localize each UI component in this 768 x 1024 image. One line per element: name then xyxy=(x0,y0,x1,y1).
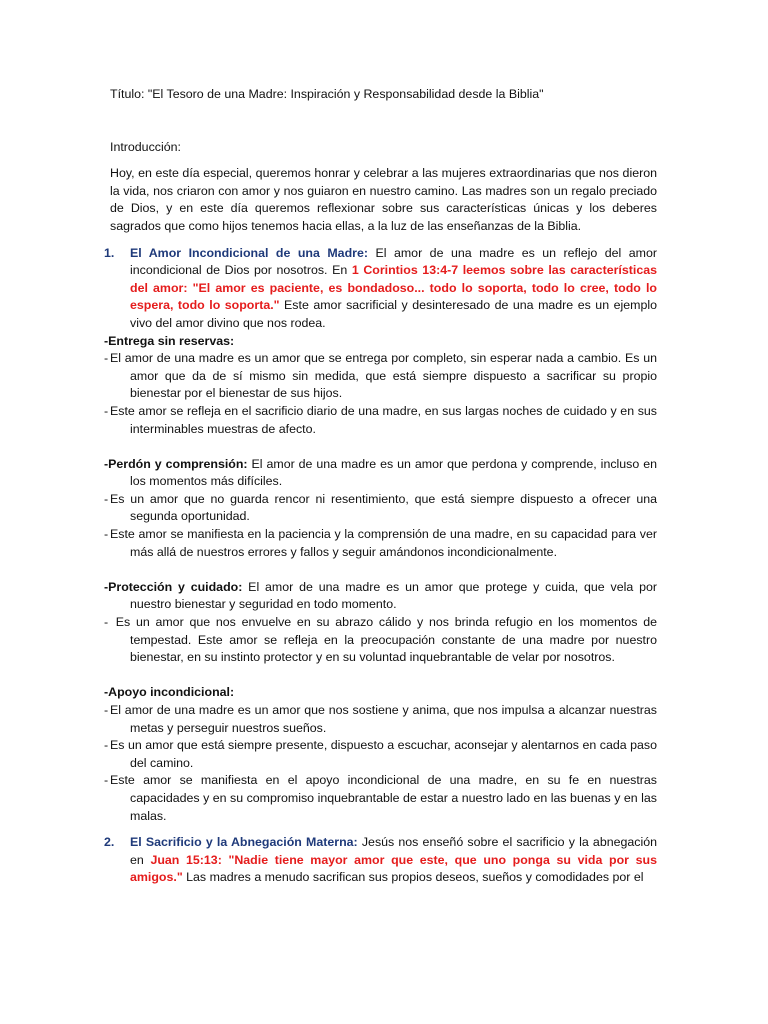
section-heading: -Perdón y comprensión: xyxy=(104,456,248,471)
dash-marker: - xyxy=(104,491,109,506)
section-perdon-heading xyxy=(104,456,657,491)
item-heading: El Amor Incondicional de una Madre: xyxy=(130,245,368,260)
dash-line xyxy=(104,614,657,667)
dash-line xyxy=(104,403,657,438)
section-entrega xyxy=(104,333,657,826)
section-heading: -Protección y cuidado: xyxy=(104,579,243,594)
bible-reference: Juan 15:13: "Nadie tiene mayor amor que este, que uno ponga su vida por sus amigos." xyxy=(130,852,657,885)
bible-reference: 1 Corintios 13:4-7 leemos sobre las características del amor: "El amor es paciente, es bondadoso... todo lo soporta, todo lo cree, todo lo espera, todo lo soporta." xyxy=(130,263,657,313)
section-proteccion-heading xyxy=(104,579,657,614)
intro-heading: Introducción: xyxy=(110,139,181,154)
dash-line-text: Es un amor que está siempre presente, dispuesto a escuchar, aconsejar y alentarnos en cada paso del camino. xyxy=(110,738,657,770)
dash-marker: - xyxy=(104,351,109,366)
dash-marker: - xyxy=(104,738,109,753)
dash-marker: - xyxy=(104,403,109,418)
dash-line xyxy=(104,491,657,526)
dash-line xyxy=(104,737,657,772)
section-heading-text: El amor de una madre es un amor que perdona y comprende, incluso en los momentos más difíciles. xyxy=(130,456,657,489)
section-heading: -Entrega sin reservas: xyxy=(104,333,235,348)
numbered-item-1 xyxy=(104,245,657,333)
dash-line-text: Este amor se manifiesta en el apoyo incondicional de una madre, en su fe en nuestras capacidades y en su compromiso inquebrantable de estar a nuestro lado en las buenas y en las malas. xyxy=(110,773,657,823)
dash-line xyxy=(104,526,657,561)
dash-line-text: Este amor se manifiesta en la paciencia y la comprensión de una madre, en su capacidad para ver más allá de nuestros errores y fallos y seguir amándonos incondicionalmente. xyxy=(110,527,657,559)
dash-line-text: El amor de una madre es un amor que nos sostiene y anima, que nos impulsa a alcanzar nuestras metas y perseguir nuestros sueños. xyxy=(110,703,657,735)
dash-marker: - xyxy=(104,703,109,717)
dash-marker: - xyxy=(104,615,109,630)
item-number: 2. xyxy=(104,835,115,850)
dash-line xyxy=(104,772,657,825)
item-text: Este amor sacrificial y desinteresado de una madre es un ejemplo vivo del amor divino que nos rodea. xyxy=(130,298,657,330)
item-text: Jesús nos enseñó sobre el sacrificio y la abnegación en xyxy=(130,835,658,867)
item-heading: El Sacrificio y la Abnegación Materna: xyxy=(130,835,358,850)
dash-line-text: Es un amor que nos envuelve en su abrazo cálido y nos brinda refugio en los momentos de tempestad. Este amor se refleja en la preocupación constante de una madre por nuestro bienestar, en su instinto protector y en su voluntad inquebrantable de velar por nosotros. xyxy=(110,615,657,665)
document-body xyxy=(104,86,658,887)
dash-line xyxy=(104,350,657,403)
dash-marker: - xyxy=(104,773,109,788)
dash-marker: - xyxy=(104,527,109,542)
document-title: Título: "El Tesoro de una Madre: Inspiración y Responsabilidad desde la Biblia" xyxy=(110,87,544,101)
dash-line-text: Es un amor que no guarda rencor ni resentimiento, que está siempre dispuesto a ofrecer una segunda oportunidad. xyxy=(110,491,657,524)
section-heading-text: El amor de una madre es un amor que protege y cuida, que vela por nuestro bienestar y seguridad en todo momento. xyxy=(130,579,658,612)
dash-line-text: El amor de una madre es un amor que se entrega por completo, sin esperar nada a cambio. Es un amor que da de sí mismo sin medida, que está siempre dispuesto a sacrificar su propio bienestar por el bienestar de sus hijos. xyxy=(110,351,657,401)
section-heading: -Apoyo incondicional: xyxy=(104,685,235,700)
item-text: Las madres a menudo sacrifican sus propios deseos, sueños y comodidades por el xyxy=(182,870,644,885)
dash-line-text: Este amor se refleja en el sacrificio diario de una madre, en sus largas noches de cuidado y en sus interminables muestras de afecto. xyxy=(110,403,657,436)
dash-line xyxy=(104,702,657,737)
item-text: El amor de una madre es un reflejo del amor incondicional de Dios por nosotros. En xyxy=(130,245,657,278)
numbered-item-2 xyxy=(104,834,658,887)
item-number: 1. xyxy=(104,245,115,260)
intro-paragraph: Hoy, en este día especial, queremos honrar y celebrar a las mujeres extraordinarias que nos dieron la vida, nos criaron con amor y nos guiaron en nuestro camino. Las madres son un regalo preciado de Dios, y en este día queremos reflexionar sobre sus características únicas y los deberes sagrados que como hijos tenemos hacia ellas, a la luz de las enseñanzas de la Biblia. xyxy=(110,166,657,233)
